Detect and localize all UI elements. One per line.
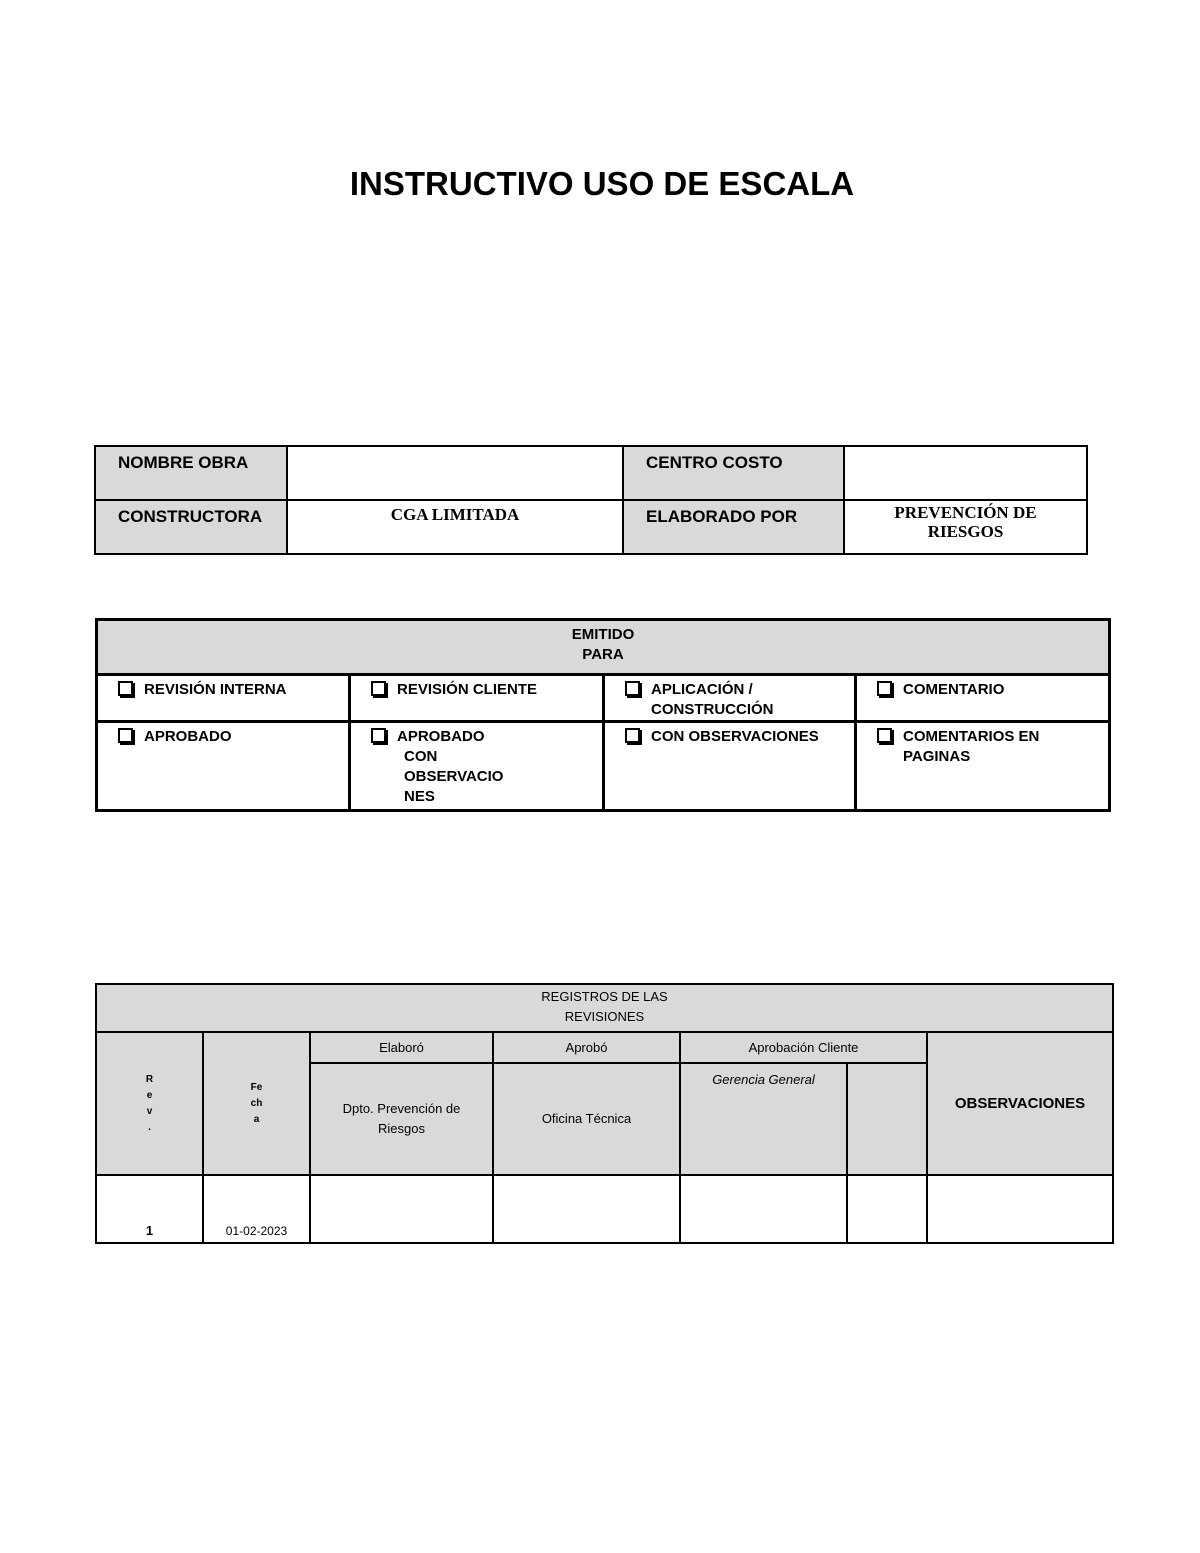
rev-letter: e [146,1089,153,1101]
option-label: OBSERVACIO [404,768,504,785]
observaciones-cell[interactable] [927,1175,1113,1243]
checkbox-icon[interactable] [371,681,386,696]
option-aprobado[interactable] [97,722,350,811]
emitido-header-line-1: EMITIDO [571,626,635,643]
option-label: NES [404,788,435,805]
aprobo-cell[interactable] [493,1175,680,1243]
option-label: REVISIÓN CLIENTE [397,681,538,698]
elaborado-line-1: PREVENCIÓN DE [894,503,1037,522]
table-row [96,1175,1113,1243]
constructora-value: CGA LIMITADA [287,500,623,554]
cliente-extra-cell [847,1063,927,1175]
cliente-extra-data-cell[interactable] [847,1175,927,1243]
constructora-label: CONSTRUCTORA [95,500,287,554]
emitido-para-table [95,618,1111,812]
registros-header-line-2: REVISIONES [564,1009,645,1024]
elaboro-value [310,1063,493,1175]
rev-header [96,1032,203,1175]
rev-letter: . [148,1121,151,1133]
checkbox-icon[interactable] [877,681,892,696]
option-label: CON OBSERVACIONES [651,728,819,745]
centro-costo-label: CENTRO COSTO [623,446,844,500]
elaborado-por-label: ELABORADO POR [623,500,844,554]
checkbox-icon[interactable] [118,681,133,696]
elaboro-line-2: Riesgos [378,1121,425,1136]
option-aplicacion-construccion[interactable] [604,675,856,722]
rev-letter: v [146,1105,153,1117]
aprobo-value: Oficina Técnica [493,1063,680,1175]
option-comentarios-en-paginas[interactable] [856,722,1110,811]
option-revision-interna[interactable] [97,675,350,722]
option-comentario[interactable] [856,675,1110,722]
aprobo-header: Aprobó [493,1032,680,1063]
fecha-header [203,1032,310,1175]
cliente-cell[interactable] [680,1175,847,1243]
nombre-obra-field[interactable] [287,446,623,500]
emitido-header-line-2: PARA [582,646,624,663]
option-label: COMENTARIO [903,681,1005,698]
option-con-observaciones[interactable] [604,722,856,811]
elaboro-header: Elaboró [310,1032,493,1063]
checkbox-icon[interactable] [625,728,640,743]
registros-table [95,983,1114,1244]
aprobacion-cliente-header: Aprobación Cliente [680,1032,927,1063]
rev-date: 01-02-2023 [203,1175,310,1243]
rev-number: 1 [96,1175,203,1243]
elaboro-line-1: Dpto. Prevención de [342,1101,461,1116]
option-label: CON [404,748,438,765]
nombre-obra-label: NOMBRE OBRA [95,446,287,500]
option-label: APROBADO [397,728,485,745]
registros-header-line-1: REGISTROS DE LAS [541,989,668,1004]
checkbox-icon[interactable] [371,728,386,743]
option-revision-cliente[interactable] [350,675,604,722]
option-label: COMENTARIOS EN [903,728,1040,745]
elaboro-cell[interactable] [310,1175,493,1243]
centro-costo-field[interactable] [844,446,1087,500]
elaborado-line-2: RIESGOS [927,522,1004,541]
rev-letter: R [145,1073,154,1085]
fecha-part: ch [250,1097,263,1109]
cliente-value: Gerencia General [680,1063,847,1175]
option-label: CONSTRUCCIÓN [651,701,774,718]
fecha-part: a [253,1113,260,1125]
elaborado-por-value [844,500,1087,554]
registros-header [96,984,1113,1032]
option-label: REVISIÓN INTERNA [144,681,287,698]
option-label: APLICACIÓN / [651,681,753,698]
page-title: INSTRUCTIVO USO DE ESCALA [349,165,855,202]
option-label: APROBADO [144,728,232,745]
emitido-header [97,620,1110,675]
checkbox-icon[interactable] [118,728,133,743]
checkbox-icon[interactable] [877,728,892,743]
checkbox-icon[interactable] [625,681,640,696]
option-label: PAGINAS [903,748,971,765]
fecha-part: Fe [250,1081,263,1093]
observaciones-header: OBSERVACIONES [927,1032,1113,1175]
option-aprobado-con-observaciones[interactable] [350,722,604,811]
project-info-table [94,445,1088,555]
